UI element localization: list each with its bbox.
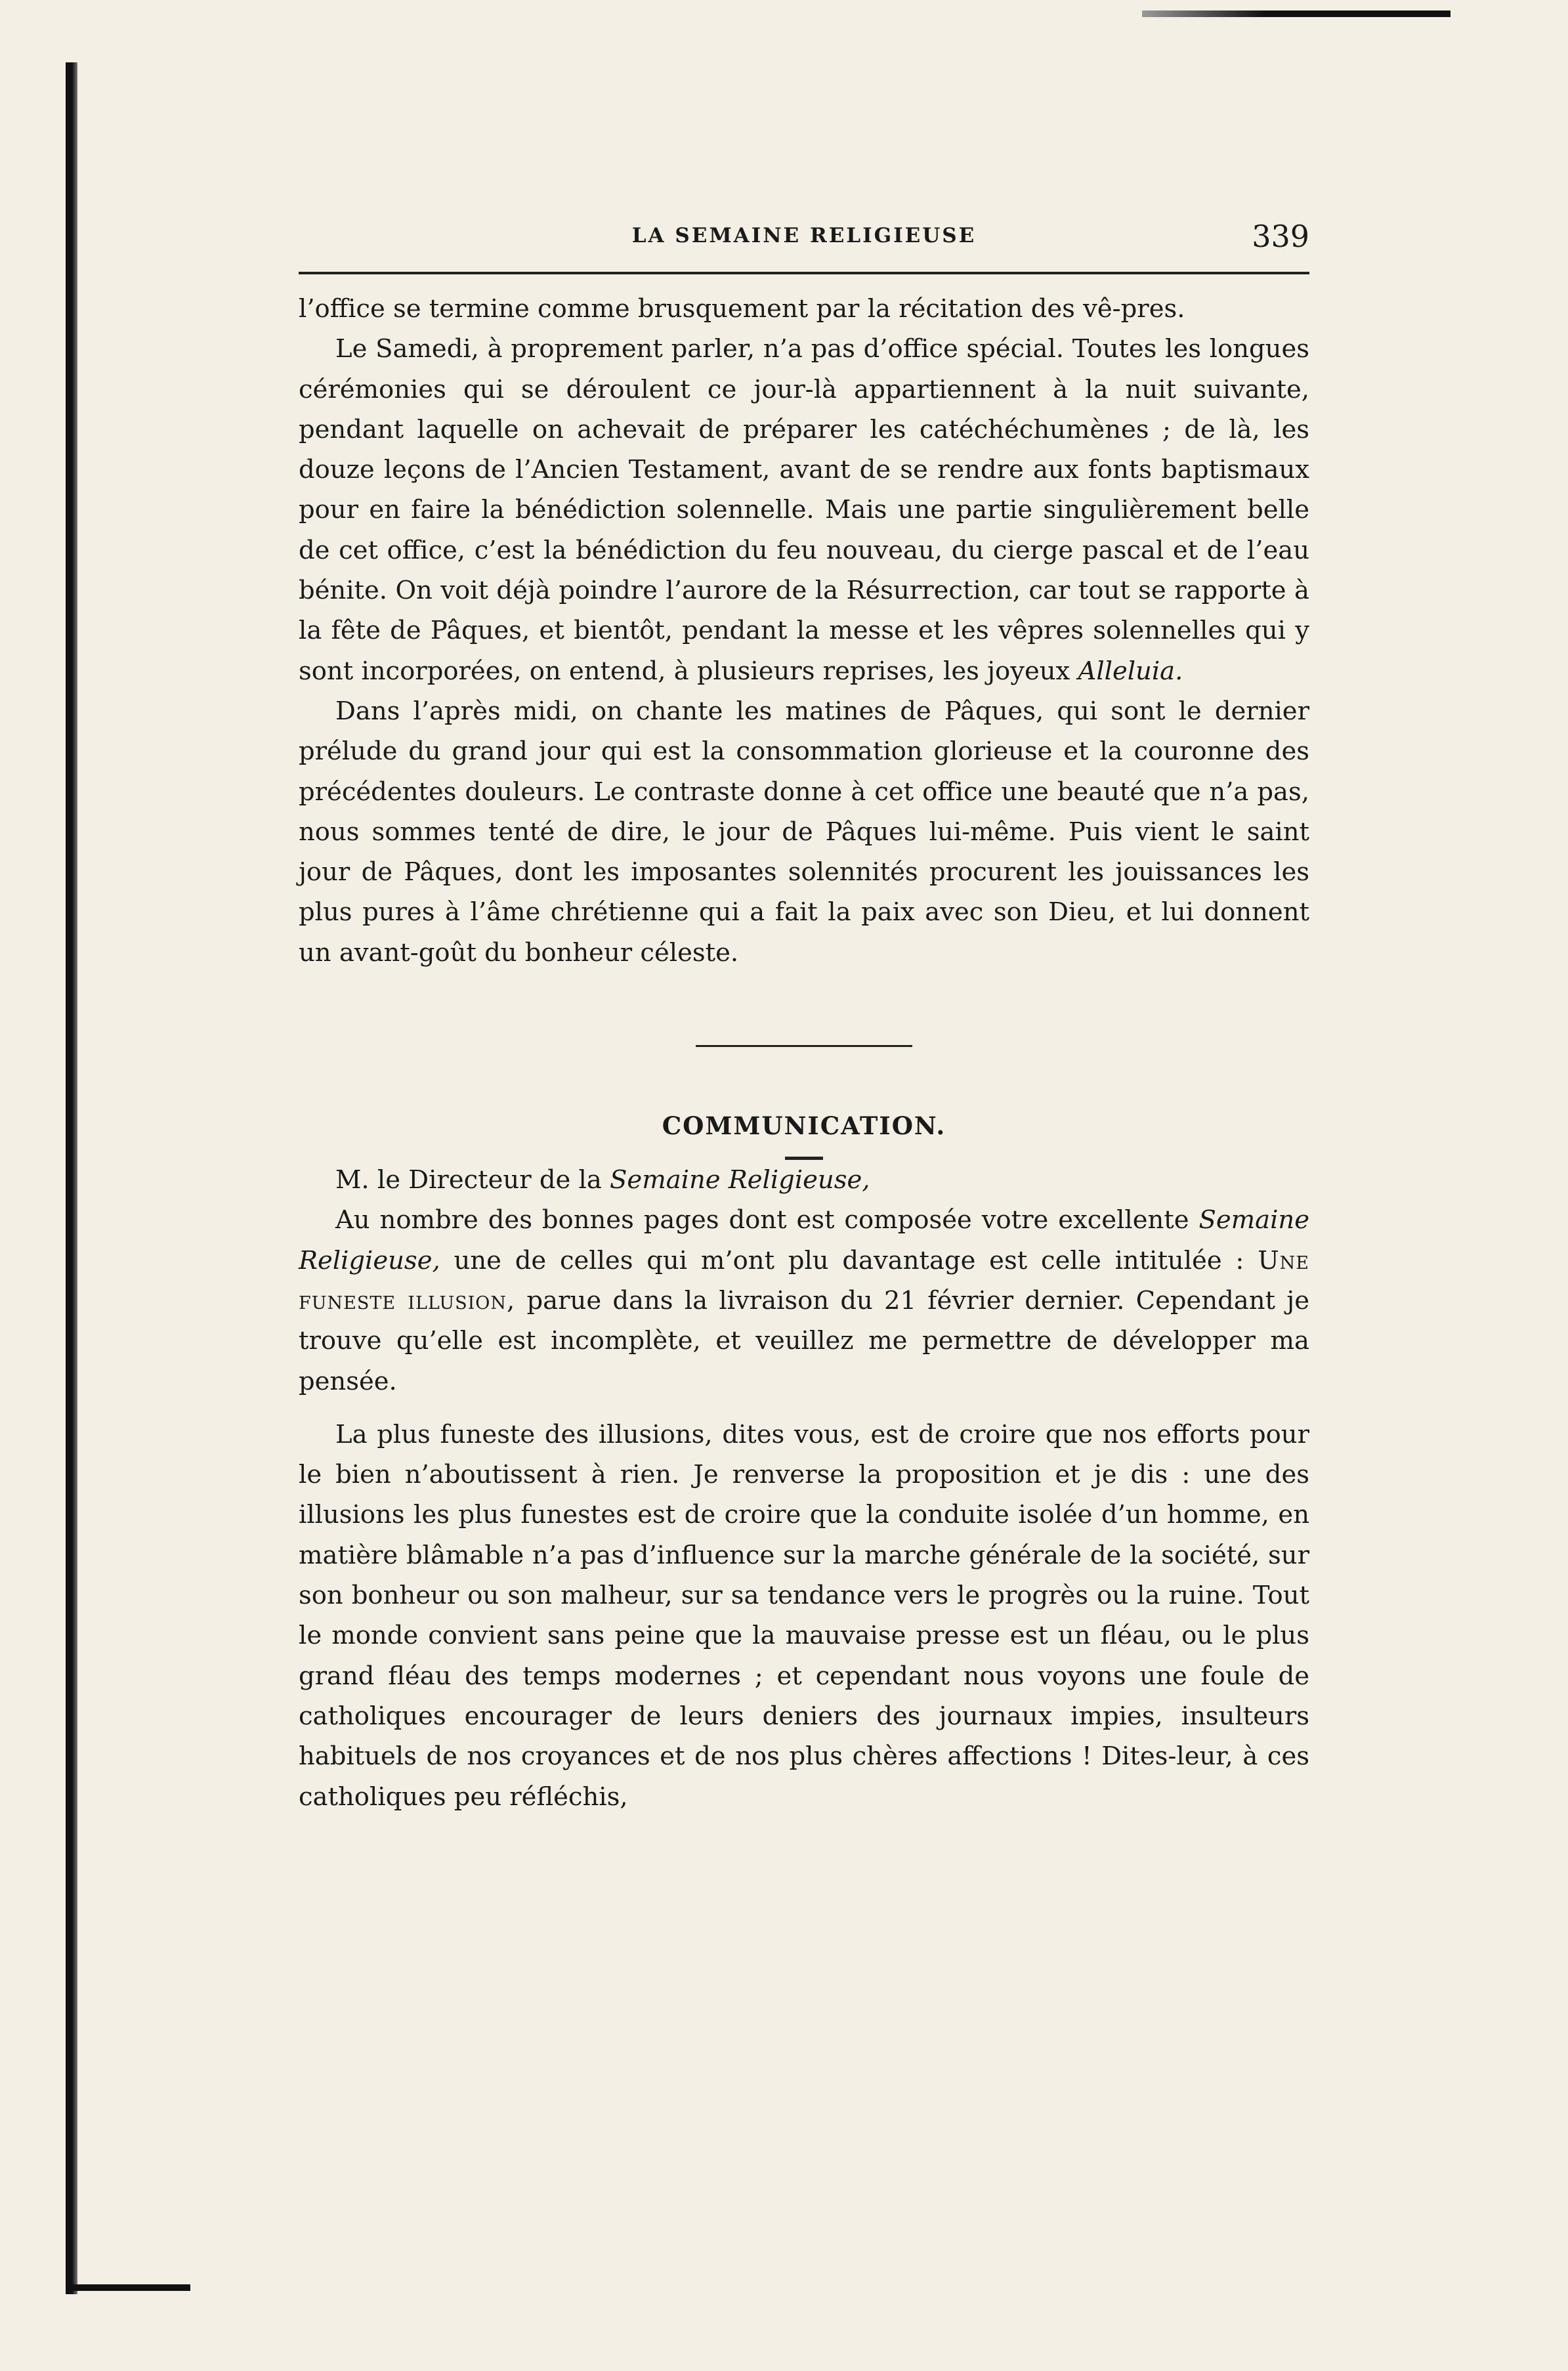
section-separator xyxy=(696,1045,912,1047)
scan-binding-edge xyxy=(66,62,77,2294)
salutation xyxy=(299,1160,1309,1200)
paragraph-samedi xyxy=(299,329,1309,691)
paragraph-apres-midi: Dans l’après midi, on chante les matines de Pâques, qui sont le dernier prélude du grand jour qui est la consommation glorieuse et la couronne des précédentes douleurs. Le contraste donne à cet office une beauté que n’a pas, nous sommes tenté de dire, le jour de Pâques lui-même. Puis vient le saint jour de Pâques, dont les imposantes solennités procurent les jouissances les plus pures à l’âme chrétienne qui a fait la paix avec son Dieu, et lui donnent un avant-goût du bonheur céleste. xyxy=(299,696,1309,968)
page-number: 339 xyxy=(1252,219,1309,254)
paragraph-la-plus-funeste: La plus funeste des illusions, dites vous, est de croire que nos efforts pour le bien n’aboutissent à rien. Je renverse la proposition et je dis : une des illusions les plus funestes est de croire que la conduite isolée d’un homme, en matière blâmable n’a pas d’influence sur la marche générale de la société, sur son bonheur ou son malheur, sur sa tendance vers le progrès ou la ruine. Tout le monde convient sans peine que la mauvaise presse est un fléau, ou le plus grand fléau des temps modernes ; et cependant nous voyons une foule de catholiques encourager de leurs deniers des journaux impies, insulteurs habituels de nos croyances et de nos plus chères affections ! Dites-leur, à ces catholiques peu réfléchis, xyxy=(299,1419,1309,1812)
running-header xyxy=(299,219,1309,258)
body-text xyxy=(299,289,1309,1817)
alleluia-italic: Alleluia. xyxy=(1078,656,1183,686)
document-page xyxy=(299,0,1309,2371)
scan-binding-foot xyxy=(66,2284,190,2291)
paragraph-au-nombre-a: Au nombre des bonnes pages dont est composée votre excellente xyxy=(335,1205,1199,1235)
running-title: LA SEMAINE RELIGIEUSE xyxy=(631,224,977,247)
salutation-text: M. le Directeur de la xyxy=(335,1165,610,1195)
paragraph-au-nombre xyxy=(299,1200,1309,1401)
paragraph-samedi-text: Le Samedi, à proprement parler, n’a pas d’office spécial. Toutes les longues cérémonies qui se déroulent ce jour-là appartiennent à la nuit suivante, pendant laquelle on achevait de préparer les catéchéchumènes ; de là, les douze leçons de l’Ancien Testament, avant de se rendre aux fonts baptismaux pour en faire la bénédiction solennelle. Mais une partie singulièrement belle de cet office, c’est la bénédiction du feu nouveau, du cierge pascal et de l’eau bénite. On voit déjà poindre l’aurore de la Résurrection, car tout se rapporte à la fête de Pâques, et bientôt, pendant la messe et les vêpres solennelles qui y sont incorporées, on entend, à plusieurs reprises, les joyeux xyxy=(299,334,1309,686)
paragraph-au-nombre-b: une de celles qui m’ont plu davantage est celle intitulée : xyxy=(440,1245,1258,1275)
paragraph-continuation: l’office se termine comme brusquement par la récitation des vê-pres. xyxy=(299,294,1185,324)
paragraph-au-nombre-c: parue dans la livraison du 21 février dernier. Cependant je trouve qu’elle est incomplète, et veuillez me permettre de développer ma pensée. xyxy=(299,1285,1309,1396)
salutation-italic: Semaine Religieuse, xyxy=(610,1165,870,1195)
section-title: COMMUNICATION. xyxy=(662,1111,946,1141)
article-title-smallcaps: Une funeste illusion, xyxy=(299,1245,1309,1315)
journal-name-italic: Semaine Religieuse, xyxy=(299,1205,1309,1275)
header-rule xyxy=(299,272,1309,274)
